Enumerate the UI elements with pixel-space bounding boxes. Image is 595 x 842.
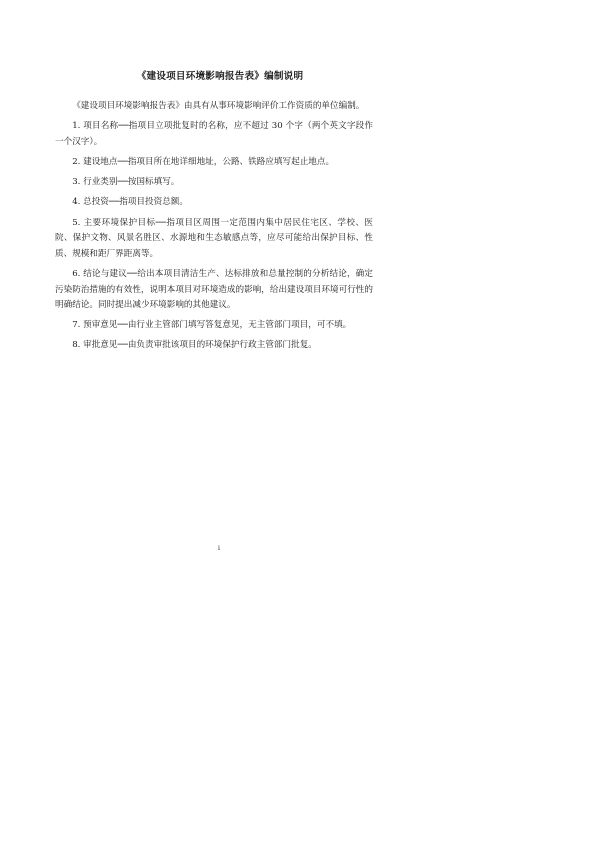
- item-project-name: 1. 项目名称──指项目立项批复时的名称，应不超过 30 个字（两个英文字段作一个汉字）。: [55, 121, 373, 147]
- item-total-investment: 4. 总投资──指项目投资总额。: [72, 197, 188, 208]
- intro-paragraph: 《建设项目环境影响报告表》由具有从事环境影响评价工作资质的单位编制。: [72, 101, 365, 111]
- item-industry-category: 3. 行业类别──按国标填写。: [72, 177, 180, 188]
- item-construction-site: 2. 建设地点──指项目所在地详细地址，公路、铁路应填写起止地点。: [72, 156, 335, 167]
- item-conclusions: 6. 结论与建议──给出本项目清洁生产、达标排放和总量控制的分析结论，确定污染防治措施的有效性，说明本项目对环境造成的影响，给出建设项目环境可行性的明确结论。同时提出减少环境影响的其他建议。: [55, 268, 373, 311]
- item-pre-review: 7. 预审意见──由行业主管部门填写答复意见，无主管部门项目，可不填。: [72, 320, 352, 331]
- item-approval: 8. 审批意见──由负责审批该项目的环境保护行政主管部门批复。: [72, 340, 317, 351]
- page-number: i: [218, 545, 220, 552]
- document-body: [55, 99, 373, 359]
- page-title: 《建设项目环境影响报告表》编制说明: [136, 71, 304, 82]
- item-protection-targets: 5. 主要环境保护目标──指项目区周围一定范围内集中居民住宅区、学校、医院、保护文物、风景名胜区、水源地和生态敏感点等，应尽可能给出保护目标、性质、规模和距厂界距离等。: [55, 217, 373, 259]
